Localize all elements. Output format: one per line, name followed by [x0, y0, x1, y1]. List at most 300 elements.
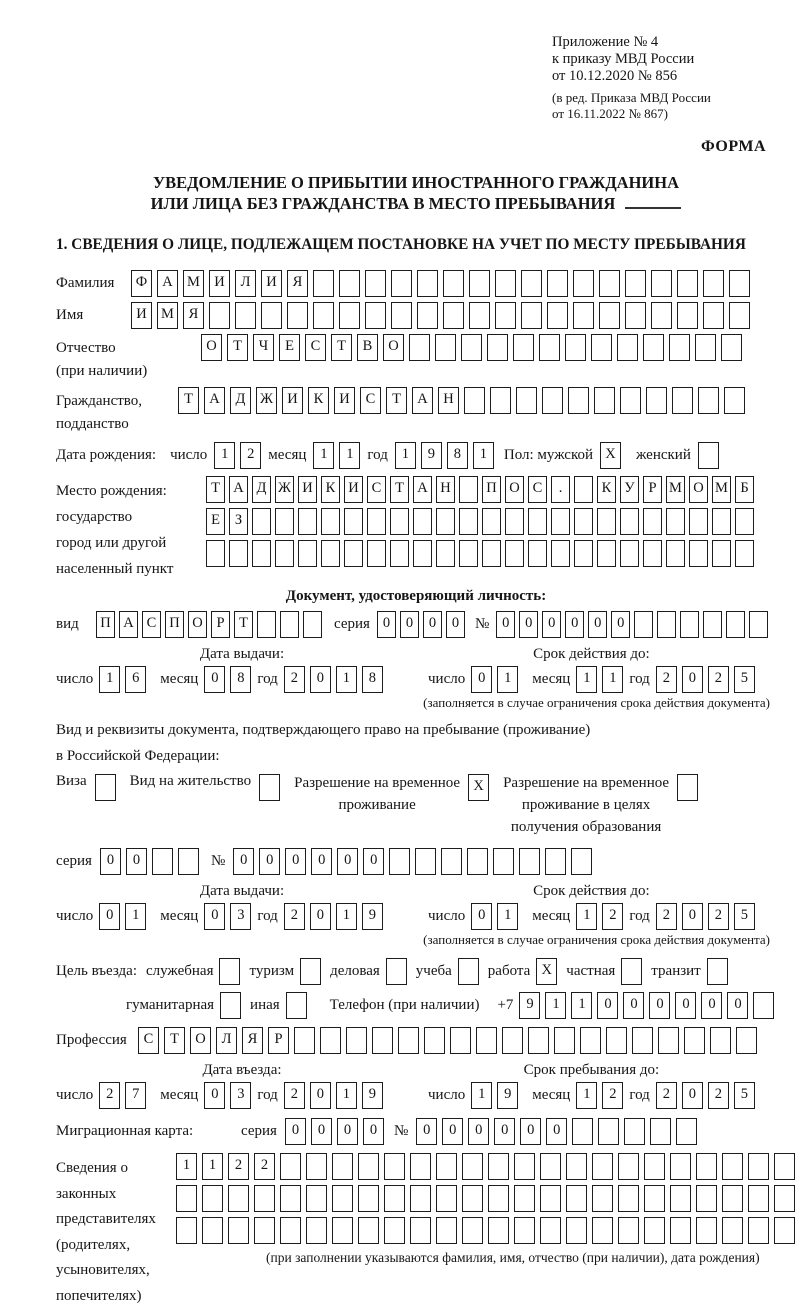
name-cells [131, 302, 750, 329]
empty-cell [220, 992, 241, 1019]
doc-issue-heading: Дата выдачи: [199, 645, 285, 662]
birth-place-row-1 [206, 476, 754, 503]
phone-prefix: +7 [497, 997, 514, 1014]
phone-field [330, 992, 775, 1019]
char-cell: 8 [230, 666, 251, 693]
char-cell: 0 [649, 992, 670, 1019]
empty-cell [495, 302, 516, 329]
char-cell: М [157, 302, 178, 329]
empty-cell [358, 1185, 379, 1212]
empty-cell [443, 270, 464, 297]
empty-cell [202, 1185, 223, 1212]
empty-cell [464, 387, 485, 414]
char-cell: 0 [588, 611, 607, 638]
char-cell: О [505, 476, 524, 503]
transit-checkbox [707, 958, 728, 985]
char-cell: 2 [602, 1082, 623, 1109]
empty-cell [540, 1153, 561, 1180]
empty-cell [643, 540, 662, 567]
mc-number-cells [416, 1118, 697, 1145]
empty-cell [339, 270, 360, 297]
empty-cell [551, 508, 570, 535]
char-cell: 2 [284, 1082, 305, 1109]
empty-cell [206, 540, 225, 567]
stay-issue-day-cells [99, 903, 146, 930]
empty-cell [424, 1027, 445, 1054]
char-cell: 9 [497, 1082, 518, 1109]
visa-checkbox [95, 774, 116, 801]
char-cell: 1 [202, 1153, 223, 1180]
empty-cell [398, 1027, 419, 1054]
empty-cell [462, 1185, 483, 1212]
empty-cell [519, 848, 540, 875]
char-cell: 2 [228, 1153, 249, 1180]
empty-cell [469, 302, 490, 329]
empty-cell [229, 540, 248, 567]
char-cell: 8 [447, 442, 468, 469]
empty-cell [748, 1153, 769, 1180]
edu-residence-checkbox [677, 774, 698, 801]
sex-female-checkbox [698, 442, 719, 469]
doc-issue-month-cells [204, 666, 251, 693]
stay-until-block: Срок пребывания до: число 1 9 месяц 1 2 год 2 0 2 5 [428, 1062, 755, 1109]
char-cell: 0 [363, 1118, 384, 1145]
empty-cell [696, 1153, 717, 1180]
empty-cell [228, 1185, 249, 1212]
birth-day-cells [214, 442, 261, 469]
empty-cell [413, 508, 432, 535]
mc-series-cells [285, 1118, 384, 1145]
until-day-cells [471, 1082, 518, 1109]
sex-female-label: женский [636, 447, 691, 464]
empty-cell [580, 1027, 601, 1054]
empty-cell [644, 1217, 665, 1244]
tourism-checkbox [300, 958, 321, 985]
char-cell: 0 [100, 848, 121, 875]
char-cell: Т [227, 334, 248, 361]
empty-cell [321, 540, 340, 567]
stay-until-heading: Срок пребывания до: [523, 1062, 660, 1079]
empty-cell [618, 1217, 639, 1244]
humanitarian-checkbox [220, 992, 241, 1019]
empty-cell [651, 270, 672, 297]
char-cell: И [298, 476, 317, 503]
char-cell: Е [279, 334, 300, 361]
empty-cell [698, 387, 719, 414]
empty-cell [753, 992, 774, 1019]
char-cell: 1 [339, 442, 360, 469]
char-cell: 3 [230, 1082, 251, 1109]
empty-cell [599, 270, 620, 297]
empty-cell [384, 1185, 405, 1212]
doc-kind-label: вид [56, 615, 79, 632]
char-cell: З [229, 508, 248, 535]
option-temp-residence: Разрешение на временное проживание X [294, 773, 489, 817]
char-cell: Т [178, 387, 199, 414]
char-cell: П [482, 476, 501, 503]
doc-valid-heading: Срок действия до: [533, 645, 650, 662]
char-cell: 0 [597, 992, 618, 1019]
empty-cell [219, 958, 240, 985]
empty-cell [259, 774, 280, 801]
purpose-business: деловая [330, 958, 407, 985]
empty-cell [696, 1217, 717, 1244]
stay-valid-heading: Срок действия до: [533, 883, 650, 900]
empty-cell [657, 611, 676, 638]
char-cell: А [413, 476, 432, 503]
empty-cell [390, 540, 409, 567]
empty-cell [450, 1027, 471, 1054]
empty-cell [774, 1185, 795, 1212]
empty-cell [551, 540, 570, 567]
char-cell: 1 [336, 666, 357, 693]
stay-series-label: серия [56, 853, 92, 870]
empty-cell [528, 540, 547, 567]
char-cell: А [204, 387, 225, 414]
empty-cell [257, 611, 276, 638]
mc-number-label: № [393, 1123, 409, 1140]
empty-cell [436, 1185, 457, 1212]
empty-cell [176, 1217, 197, 1244]
empty-cell [597, 540, 616, 567]
char-cell: С [138, 1027, 159, 1054]
empty-cell [176, 1185, 197, 1212]
empty-cell [643, 334, 664, 361]
empty-cell [658, 1027, 679, 1054]
purpose-label: Цель въезда: [56, 963, 137, 980]
empty-cell [332, 1185, 353, 1212]
char-cell: 0 [99, 903, 120, 930]
char-cell: Т [390, 476, 409, 503]
annex-block [552, 34, 764, 122]
doc-valid-day-cells [471, 666, 518, 693]
entry-year-cells [284, 1082, 383, 1109]
empty-cell [684, 1027, 705, 1054]
char-cell: 0 [337, 1118, 358, 1145]
stay-valid-note: (заполняется в случае ограничения срока действия документа) [423, 932, 770, 948]
empty-cell [670, 1185, 691, 1212]
char-cell: С [142, 611, 161, 638]
char-cell: 0 [311, 1118, 332, 1145]
name-label: Имя [56, 307, 84, 324]
char-cell: Д [252, 476, 271, 503]
empty-cell [384, 1217, 405, 1244]
birth-date-label: Дата рождения: [56, 447, 157, 464]
empty-cell [202, 1217, 223, 1244]
char-cell: Т [331, 334, 352, 361]
char-cell: 9 [519, 992, 540, 1019]
char-cell: 3 [230, 903, 251, 930]
char-cell: Л [216, 1027, 237, 1054]
empty-cell [591, 334, 612, 361]
char-cell: Е [206, 508, 225, 535]
empty-cell [565, 334, 586, 361]
empty-cell [620, 387, 641, 414]
empty-cell [372, 1027, 393, 1054]
empty-cell [566, 1153, 587, 1180]
empty-cell [435, 334, 456, 361]
empty-cell [696, 1185, 717, 1212]
empty-cell [592, 1185, 613, 1212]
representatives-row-3 [176, 1217, 795, 1244]
empty-cell [617, 334, 638, 361]
char-cell: М [666, 476, 685, 503]
empty-cell [677, 270, 698, 297]
char-cell: Я [183, 302, 204, 329]
char-cell: 1 [99, 666, 120, 693]
char-cell: 1 [473, 442, 494, 469]
empty-cell [384, 1153, 405, 1180]
empty-cell [482, 508, 501, 535]
empty-cell [624, 1118, 645, 1145]
empty-cell [346, 1027, 367, 1054]
char-cell: Б [735, 476, 754, 503]
empty-cell [443, 302, 464, 329]
char-cell: Н [436, 476, 455, 503]
char-cell: Ж [275, 476, 294, 503]
doc-valid-year-cells [656, 666, 755, 693]
empty-cell [415, 848, 436, 875]
char-cell: 0 [285, 848, 306, 875]
empty-cell [735, 540, 754, 567]
char-cell: У [620, 476, 639, 503]
char-cell: 2 [708, 1082, 729, 1109]
surname-cells [131, 270, 750, 297]
char-cell: О [689, 476, 708, 503]
empty-cell [469, 270, 490, 297]
sex-male-label: Пол: мужской [503, 447, 594, 464]
empty-cell [493, 848, 514, 875]
empty-cell [459, 508, 478, 535]
empty-cell [722, 1153, 743, 1180]
char-cell: 2 [656, 903, 677, 930]
work-checkbox [536, 958, 557, 985]
empty-cell [621, 958, 642, 985]
empty-cell [513, 334, 534, 361]
char-cell: X [600, 442, 621, 469]
empty-cell [774, 1217, 795, 1244]
empty-cell [280, 1185, 301, 1212]
empty-cell [620, 540, 639, 567]
empty-cell [286, 992, 307, 1019]
document-title [56, 172, 776, 215]
stay-number-label: № [210, 853, 226, 870]
empty-cell [417, 302, 438, 329]
empty-cell [462, 1153, 483, 1180]
empty-cell [599, 302, 620, 329]
identity-doc-heading: Документ, удостоверяющий личность: [285, 587, 547, 604]
empty-cell [436, 1217, 457, 1244]
empty-cell [320, 1027, 341, 1054]
char-cell: 0 [494, 1118, 515, 1145]
empty-cell [344, 508, 363, 535]
empty-cell [571, 848, 592, 875]
empty-cell [572, 1118, 593, 1145]
empty-cell [521, 302, 542, 329]
empty-cell [178, 848, 199, 875]
empty-cell [592, 1153, 613, 1180]
char-cell: 0 [675, 992, 696, 1019]
empty-cell [689, 508, 708, 535]
char-cell: X [536, 958, 557, 985]
phone-label: Телефон (при наличии) [329, 997, 480, 1014]
empty-cell [618, 1153, 639, 1180]
char-cell: Л [235, 270, 256, 297]
empty-cell [695, 334, 716, 361]
char-cell: 9 [362, 903, 383, 930]
char-cell: 1 [336, 1082, 357, 1109]
stay-valid-month-cells [576, 903, 623, 930]
empty-cell [726, 611, 745, 638]
residence-permit-checkbox [259, 774, 280, 801]
empty-cell [514, 1185, 535, 1212]
empty-cell [254, 1185, 275, 1212]
empty-cell [736, 1027, 757, 1054]
annex-note [552, 90, 764, 121]
annex-line: от 10.12.2020 № 856 [552, 68, 678, 85]
doc-valid-note: (заполняется в случае ограничения срока действия документа) [423, 694, 770, 710]
empty-cell [748, 1217, 769, 1244]
empty-cell [547, 270, 568, 297]
doc-kind-cells [96, 611, 322, 638]
empty-cell [598, 1118, 619, 1145]
empty-cell [528, 508, 547, 535]
char-cell: 2 [656, 666, 677, 693]
empty-cell [321, 508, 340, 535]
char-cell: 0 [468, 1118, 489, 1145]
char-cell: 0 [519, 611, 538, 638]
stay-valid-year-cells [656, 903, 755, 930]
char-cell: 0 [233, 848, 254, 875]
char-cell: 9 [421, 442, 442, 469]
char-cell: 0 [442, 1118, 463, 1145]
empty-cell [252, 540, 271, 567]
char-cell: 2 [284, 903, 305, 930]
char-cell: И [282, 387, 303, 414]
section-1-heading: 1. СВЕДЕНИЯ О ЛИЦЕ, ПОДЛЕЖАЩЕМ ПОСТАНОВКЕ НА УЧЕТ ПО МЕСТУ ПРЕБЫВАНИЯ [56, 236, 746, 254]
until-year-cells [656, 1082, 755, 1109]
char-cell: 0 [471, 666, 492, 693]
empty-cell [300, 958, 321, 985]
entry-day-cells [99, 1082, 146, 1109]
official-checkbox [219, 958, 240, 985]
business-checkbox [386, 958, 407, 985]
purpose-transit: транзит [651, 958, 727, 985]
char-cell: С [367, 476, 386, 503]
empty-cell [722, 1185, 743, 1212]
char-cell: С [360, 387, 381, 414]
char-cell: 2 [99, 1082, 120, 1109]
empty-cell [462, 1217, 483, 1244]
empty-cell [574, 508, 593, 535]
char-cell: 0 [363, 848, 384, 875]
char-cell: 0 [204, 666, 225, 693]
purpose-row [56, 958, 776, 985]
empty-cell [467, 848, 488, 875]
empty-cell [547, 302, 568, 329]
empty-cell [573, 302, 594, 329]
char-cell: 0 [285, 1118, 306, 1145]
empty-cell [651, 302, 672, 329]
empty-cell [490, 387, 511, 414]
empty-cell [516, 387, 537, 414]
char-cell: И [344, 476, 363, 503]
doc-number-cells [496, 611, 768, 638]
char-cell: 0 [311, 848, 332, 875]
empty-cell [487, 334, 508, 361]
empty-cell [606, 1027, 627, 1054]
mc-series-label: серия [241, 1123, 277, 1140]
char-cell: 2 [240, 442, 261, 469]
option-visa: Виза [56, 773, 116, 801]
empty-cell [488, 1185, 509, 1212]
doc-valid-month-cells [576, 666, 623, 693]
empty-cell [505, 540, 524, 567]
purpose-study: учеба [416, 958, 479, 985]
char-cell: 5 [734, 666, 755, 693]
title-line-2: ИЛИ ЛИЦА БЕЗ ГРАЖДАНСТВА В МЕСТО ПРЕБЫВАНИЯ [150, 193, 616, 213]
empty-cell [332, 1217, 353, 1244]
empty-cell [540, 1217, 561, 1244]
purpose-work: работа X [488, 958, 558, 985]
char-cell: Д [230, 387, 251, 414]
private-checkbox [621, 958, 642, 985]
birth-month-cells [313, 442, 360, 469]
char-cell: Ж [256, 387, 277, 414]
empty-cell [707, 958, 728, 985]
char-cell: 0 [446, 611, 465, 638]
annex-line: Приложение № 4 [552, 34, 659, 50]
annex-line: к приказу МВД России [552, 51, 695, 68]
other-checkbox [286, 992, 307, 1019]
empty-cell [275, 540, 294, 567]
empty-cell [228, 1217, 249, 1244]
char-cell: 0 [727, 992, 748, 1019]
char-cell: 9 [362, 1082, 383, 1109]
empty-cell [365, 270, 386, 297]
empty-cell [710, 1027, 731, 1054]
empty-cell [280, 1153, 301, 1180]
citizenship-cells [178, 387, 745, 414]
char-cell: Я [287, 270, 308, 297]
char-cell: 0 [400, 611, 419, 638]
char-cell: Я [242, 1027, 263, 1054]
empty-cell [554, 1027, 575, 1054]
empty-cell [670, 1217, 691, 1244]
char-cell: 0 [623, 992, 644, 1019]
char-cell: 0 [204, 903, 225, 930]
empty-cell [436, 508, 455, 535]
stay-series-cells [100, 848, 199, 875]
empty-cell [344, 540, 363, 567]
char-cell: 1 [602, 666, 623, 693]
empty-cell [441, 848, 462, 875]
empty-cell [280, 1217, 301, 1244]
empty-cell [724, 387, 745, 414]
birth-month-label: месяц [268, 447, 307, 464]
empty-cell [461, 334, 482, 361]
char-cell: 1 [313, 442, 334, 469]
migration-card-label: Миграционная карта: [56, 1123, 194, 1140]
phone-cells [519, 992, 774, 1019]
empty-cell [417, 270, 438, 297]
option-edu-residence: Разрешение на временное проживание в целях получения образования [503, 773, 698, 838]
empty-cell [482, 540, 501, 567]
empty-cell [332, 1153, 353, 1180]
char-cell: 2 [656, 1082, 677, 1109]
stay-valid-day-cells [471, 903, 518, 930]
patronymic-cells [201, 334, 742, 361]
